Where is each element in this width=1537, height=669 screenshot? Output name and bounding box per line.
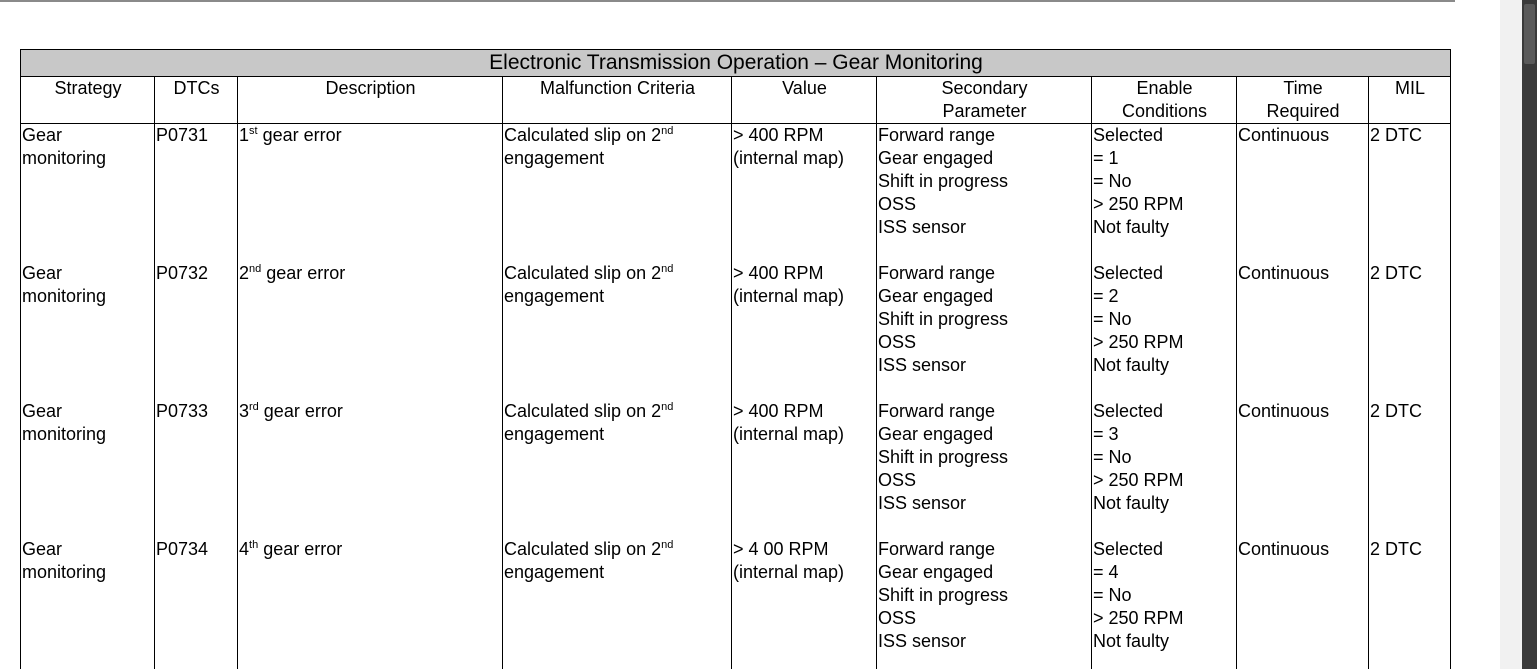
cell-strategy: Gear monitoring [21, 262, 155, 400]
header-enable-conditions: Enable Conditions [1092, 77, 1237, 124]
cell-description: 3rd gear error [238, 400, 503, 538]
cell-value: > 4 00 RPM (internal map) [732, 538, 877, 669]
table-title: Electronic Transmission Operation – Gear Monitoring [21, 50, 1451, 77]
header-dtcs: DTCs [155, 77, 238, 124]
scroll-gutter [1500, 0, 1522, 669]
cell-mil: 2 DTC [1369, 124, 1451, 263]
cell-mil: 2 DTC [1369, 400, 1451, 538]
cell-secondary-parameter: Forward range Gear engaged Shift in progress OSS ISS sensor [877, 400, 1092, 538]
header-value: Value [732, 77, 877, 124]
cell-mil: 2 DTC [1369, 538, 1451, 669]
table-row [21, 400, 1451, 538]
cell-secondary-parameter: Forward range Gear engaged Shift in progress OSS ISS sensor [877, 124, 1092, 263]
cell-enable-conditions: Selected = 2 = No > 250 RPM Not faulty [1092, 262, 1237, 400]
cell-dtc: P0733 [155, 400, 238, 538]
header-row [21, 77, 1451, 124]
cell-description: 1st gear error [238, 124, 503, 263]
header-time-required: Time Required [1237, 77, 1369, 124]
cell-strategy: Gear monitoring [21, 400, 155, 538]
cell-malfunction-criteria: Calculated slip on 2nd engagement [503, 400, 732, 538]
top-rule [0, 0, 1455, 2]
cell-secondary-parameter: Forward range Gear engaged Shift in progress OSS ISS sensor [877, 262, 1092, 400]
cell-time-required: Continuous [1237, 538, 1369, 669]
vertical-scrollbar[interactable] [1522, 0, 1537, 669]
cell-enable-conditions: Selected = 1 = No > 250 RPM Not faulty [1092, 124, 1237, 263]
cell-enable-conditions: Selected = 4 = No > 250 RPM Not faulty [1092, 538, 1237, 669]
cell-enable-conditions: Selected = 3 = No > 250 RPM Not faulty [1092, 400, 1237, 538]
cell-description: 2nd gear error [238, 262, 503, 400]
scrollbar-thumb[interactable] [1524, 4, 1535, 64]
cell-malfunction-criteria: Calculated slip on 2nd engagement [503, 538, 732, 669]
header-description: Description [238, 77, 503, 124]
cell-dtc: P0731 [155, 124, 238, 263]
gear-monitoring-table [20, 49, 1451, 669]
cell-dtc: P0734 [155, 538, 238, 669]
cell-dtc: P0732 [155, 262, 238, 400]
cell-value: > 400 RPM (internal map) [732, 400, 877, 538]
cell-description: 4th gear error [238, 538, 503, 669]
cell-time-required: Continuous [1237, 400, 1369, 538]
header-mil: MIL [1369, 77, 1451, 124]
table-row [21, 538, 1451, 669]
table-row [21, 262, 1451, 400]
header-strategy: Strategy [21, 77, 155, 124]
cell-mil: 2 DTC [1369, 262, 1451, 400]
cell-time-required: Continuous [1237, 124, 1369, 263]
cell-strategy: Gear monitoring [21, 538, 155, 669]
table-row [21, 124, 1451, 263]
header-malfunction-criteria: Malfunction Criteria [503, 77, 732, 124]
cell-value: > 400 RPM (internal map) [732, 124, 877, 263]
cell-strategy: Gear monitoring [21, 124, 155, 263]
cell-value: > 400 RPM (internal map) [732, 262, 877, 400]
cell-secondary-parameter: Forward range Gear engaged Shift in progress OSS ISS sensor [877, 538, 1092, 669]
cell-malfunction-criteria: Calculated slip on 2nd engagement [503, 262, 732, 400]
header-secondary-parameter: Secondary Parameter [877, 77, 1092, 124]
cell-malfunction-criteria: Calculated slip on 2nd engagement [503, 124, 732, 263]
cell-time-required: Continuous [1237, 262, 1369, 400]
